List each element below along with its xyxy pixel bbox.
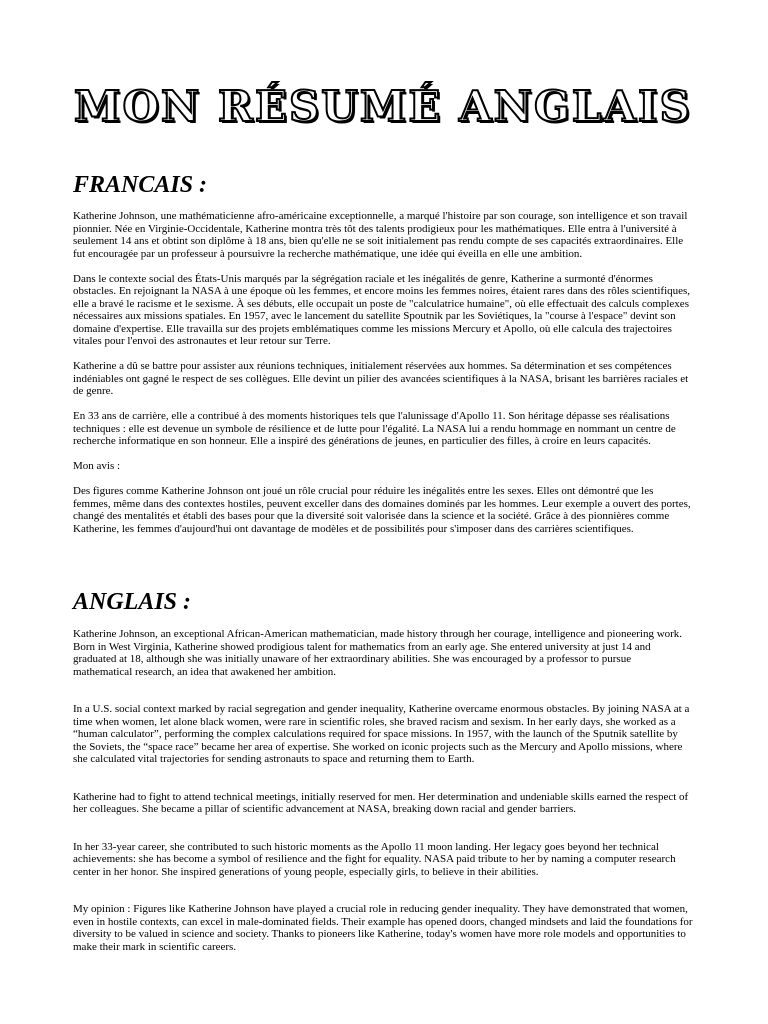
paragraph: Katherine had to fight to attend technical meetings, initially reserved for men. Her determination and undeniable skills earned the respect of her colleagues. She became a pillar of scientific advancement at NASA, breaking down racial and gender barriers. xyxy=(73,790,689,815)
section-body-francais xyxy=(73,210,693,548)
section-body-anglais xyxy=(73,628,693,978)
paragraph: In a U.S. social context marked by racial segregation and gender inequality, Katherine overcame enormous obstacles. By joining NASA at a time when women, let alone black women, were rare in scientific roles, she braved racism and sexism. In her early days, she worked as a “human calculator”, performing the complex calculations required for space missions. In 1957, with the launch of the Sputnik satellite by the Soviets, the “space race” became her area of expertise. She worked on iconic projects such as the Mercury and Apollo missions, where she calculated vital trajectories for sending astronauts to space and returning them to Earth. xyxy=(73,703,690,765)
document-title: MON RÉSUMÉ ANGLAIS xyxy=(73,82,693,131)
paragraph: My opinion : Figures like Katherine Johnson have played a crucial role in reducing gender inequality. They have demonstrated that women, even in hostile contexts, can excel in male-dominated fields. Their example has opened doors, changed mindsets and laid the foundations for diversity to be valued in science and society. Thanks to pioneers like Katherine, today's women have more role models and opportunities to make their mark in scientific careers. xyxy=(73,903,693,953)
paragraph: In her 33-year career, she contributed to such historic moments as the Apollo 11 moon landing. Her legacy goes beyond her technical achievements: she has become a symbol of resilience and the fight for equality. NASA paid tribute to her by naming a computer research center in her honor. She inspired generations of young people, especially girls, to believe in their abilities. xyxy=(73,840,676,878)
section-heading-anglais: ANGLAIS : xyxy=(73,589,192,615)
paragraph: Dans le contexte social des États-Unis marqués par la ségrégation raciale et les inégalités de genre, Katherine a surmonté d'énormes obstacles. En rejoignant la NASA à une époque où les femmes, et encore moins les femmes noires, étaient rares dans des rôles scientifiques, elle a bravé le racisme et le sexisme. À ses débuts, elle occupait un poste de "calculatrice humaine", où elle effectuait des calculs complexes nécessaires aux missions spatiales. En 1957, avec le lancement du satellite Spoutnik par les Soviétiques, la "course à l'espace" devint son domaine d'expertise. Elle travailla sur des projets emblématiques comme les missions Mercury et Apollo, où elle calcula des trajectoires vitales pour l'envoi des astronautes et leur retour sur Terre. xyxy=(73,272,691,347)
opinion-label: Mon avis : xyxy=(73,460,121,472)
paragraph: Katherine Johnson, an exceptional African-American mathematician, made history through her courage, intelligence and pioneering work. Born in West Virginia, Katherine showed prodigious talent for mathematics from an early age. She entered university at just 14 and graduated at 18, although she was initially unaware of her extraordinary abilities. She was encouraged by a professor to pursue mathematical research, an idea that awakened her ambition. xyxy=(73,628,683,678)
paragraph: Katherine Johnson, une mathématicienne afro-américaine exceptionnelle, a marqué l'histoire par son courage, son intelligence et son travail pionnier. Née en Virginie-Occidentale, Katherine montra très tôt des talents prodigieux pour les mathématiques. Elle entra à l'université à seulement 14 ans et obtint son diplôme à 18 ans, bien qu'elle ne se soit initialement pas rendu compte de ses capacités extraordinaires. Elle fut encouragée par un professeur à poursuivre la recherche mathématique, une idée qui éveilla en elle une ambition. xyxy=(73,210,688,260)
paragraph: En 33 ans de carrière, elle a contribué à des moments historiques tels que l'alunissage d'Apollo 11. Son héritage dépasse ses réalisations techniques : elle est devenue un symbole de résilience et de lutte pour l'égalité. La NASA lui a rendu hommage en nommant un centre de recherche informatique en son honneur. Elle a inspiré des générations de jeunes, en particulier des filles, à croire en leurs capacités. xyxy=(73,410,676,447)
paragraph: Des figures comme Katherine Johnson ont joué un rôle crucial pour réduire les inégalités entre les sexes. Elles ont démontré que les femmes, même dans des contextes hostiles, peuvent exceller dans des domaines dominés par les hommes. Leur exemple a ouvert des portes, changé des mentalités et établi des bases pour que la diversité soit valorisée dans la science et la société. Grâce à des pionnières comme Katherine, les femmes d'aujourd'hui ont davantage de modèles et de possibilités pour s'imposer dans des carrières scientifiques. xyxy=(73,485,691,535)
paragraph: Katherine a dû se battre pour assister aux réunions techniques, initialement réservées aux hommes. Sa détermination et ses compétences indéniables ont gagné le respect de ses collègues. Elle devint un pilier des avancées scientifiques à la NASA, brisant les barrières raciales et de genre. xyxy=(73,360,689,397)
section-heading-francais: FRANCAIS : xyxy=(73,172,208,198)
